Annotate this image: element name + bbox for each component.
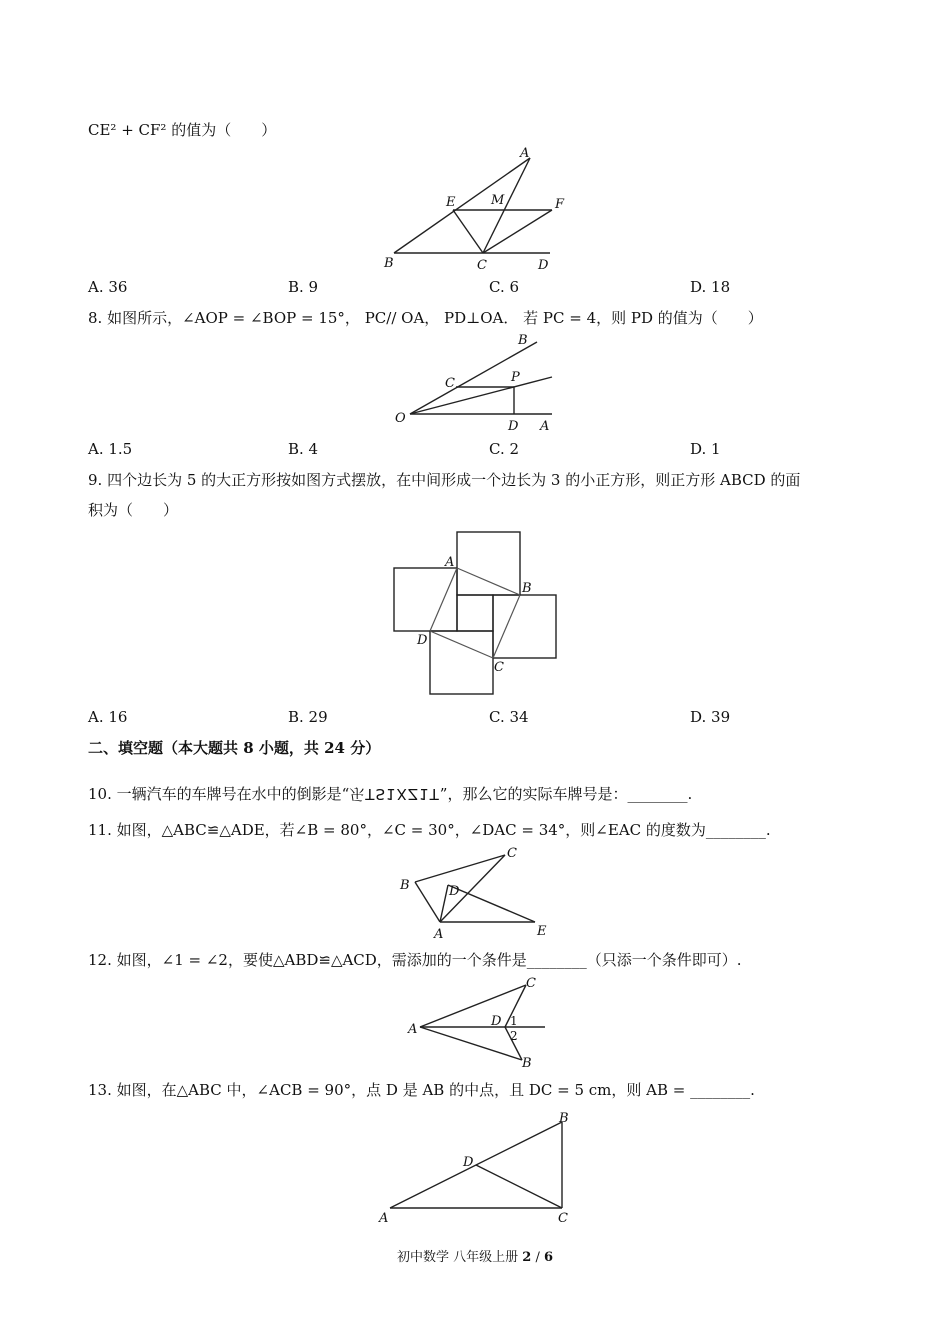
q10-stem	[88, 784, 692, 804]
q12-label-c: C	[526, 976, 536, 991]
q7-label-f: F	[555, 197, 565, 212]
q7-stem-tail: CE² + CF² 的值为（ ）	[88, 121, 277, 139]
q7-label-d: D	[538, 258, 549, 273]
q9-figure	[390, 530, 560, 700]
q11-label-a: A	[434, 927, 444, 942]
q8-figure	[390, 332, 560, 436]
q9-label-b: B	[522, 581, 532, 596]
q11-label-b: B	[400, 878, 410, 893]
q9-stem-line1: 9. 四个边长为 5 的大正方形按如图方式摆放，在中间形成一个边长为 3 的小正方形，则正方形 ABCD 的面	[88, 471, 801, 489]
section-fill-in-title: 二、填空题（本大题共 8 小题，共 24 分）	[88, 739, 381, 757]
q8-label-p: P	[511, 370, 520, 385]
q9-label-d: D	[417, 633, 428, 648]
q12-label-b: B	[522, 1056, 532, 1071]
footer-page: 2	[522, 1250, 532, 1265]
q8-label-a: A	[540, 419, 550, 434]
q8-label-c: C	[445, 376, 455, 391]
q12-stem: 12. 如图，∠1 = ∠2，要使△ABD≌△ACD，需添加的一个条件是________（只添一个条件即可）.	[88, 951, 742, 969]
q7-label-c: C	[477, 258, 487, 273]
footer-text: 初中数学 八年级上册	[396, 1250, 519, 1265]
q7-label-b: B	[384, 256, 394, 271]
q9-label-c: C	[494, 660, 504, 675]
q7-label-a: A	[520, 146, 530, 161]
q11-label-e: E	[537, 924, 547, 939]
q11-stem: 11. 如图，△ABC≌△ADE，若∠B = 80°，∠C = 30°，∠DAC = 34°，则∠EAC 的度数为________.	[88, 821, 771, 839]
q11-label-d: D	[449, 884, 460, 899]
q7-option-a: A. 36	[88, 278, 128, 296]
q9-option-a: A. 16	[88, 708, 128, 726]
q10-prefix: 10. 一辆汽车的车牌号在水中的倒影是“	[88, 785, 350, 803]
q9-option-c: C. 34	[489, 708, 529, 726]
q13-label-a: A	[379, 1211, 389, 1226]
q7-option-c: C. 6	[489, 278, 520, 296]
q7-figure	[380, 145, 565, 275]
q13-figure	[375, 1110, 585, 1225]
q9-stem-line2: 积为（ ）	[88, 501, 179, 519]
q12-label-angle2: 2	[510, 1029, 518, 1043]
q11-label-c: C	[507, 846, 517, 861]
q8-label-o: O	[395, 411, 406, 426]
q13-label-c: C	[558, 1211, 568, 1226]
footer-sep: /	[535, 1250, 540, 1265]
q8-option-d: D. 1	[690, 440, 721, 458]
q12-label-d: D	[491, 1014, 502, 1029]
q7-option-b: B. 9	[288, 278, 319, 296]
q10-suffix: ”，那么它的实际车牌号是：________.	[439, 785, 693, 803]
q8-option-c: C. 2	[489, 440, 520, 458]
q9-option-d: D. 39	[690, 708, 731, 726]
q12-label-a: A	[408, 1022, 418, 1037]
q8-option-b: B. 4	[288, 440, 319, 458]
footer-total: 6	[543, 1250, 554, 1265]
q7-label-m: M	[491, 193, 505, 208]
q11-figure	[395, 845, 565, 940]
q9-option-b: B. 29	[288, 708, 328, 726]
q10-reflection: 乐TS1XZ1T	[349, 785, 440, 803]
q7-option-d: D. 18	[690, 278, 731, 296]
q12-figure	[400, 975, 560, 1070]
q8-label-b: B	[518, 333, 528, 348]
q13-label-d: D	[463, 1155, 474, 1170]
q9-label-a: A	[445, 555, 455, 570]
q8-stem: 8. 如图所示，∠AOP = ∠BOP = 15°， PC// OA， PD⊥OA． 若 PC = 4，则 PD 的值为（ ）	[88, 309, 763, 327]
page-footer	[0, 1246, 950, 1265]
q12-label-angle1: 1	[510, 1014, 518, 1028]
q13-stem: 13. 如图，在△ABC 中，∠ACB = 90°，点 D 是 AB 的中点，且 DC = 5 cm，则 AB = ________.	[88, 1081, 755, 1099]
q8-option-a: A. 1.5	[88, 440, 133, 458]
q7-label-e: E	[446, 195, 456, 210]
q8-label-d: D	[508, 419, 519, 434]
q13-label-b: B	[559, 1111, 569, 1126]
